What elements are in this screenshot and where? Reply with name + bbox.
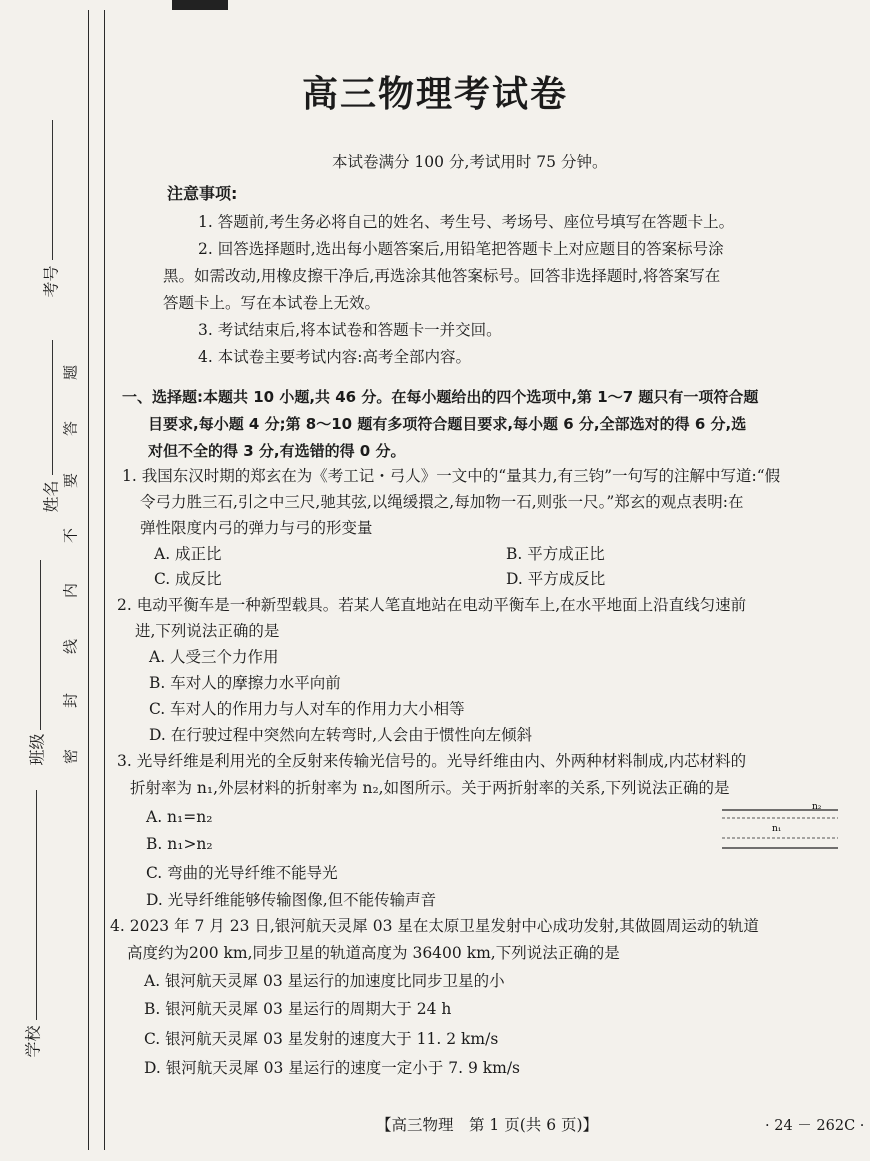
q4-option[interactable]: C. 银河航天灵犀 03 星发射的速度大于 11. 2 km/s xyxy=(144,1030,499,1048)
exam-title: 高三物理考试卷 xyxy=(301,74,568,115)
seal-char: 内 xyxy=(61,583,80,599)
notice-line: 1. 答题前,考生务必将自己的姓名、考生号、考场号、座位号填写在答题卡上。 xyxy=(198,213,735,231)
page-footer: 【高三物理 第 1 页(共 6 页)】 xyxy=(376,1116,599,1134)
q2-stem: 进,下列说法正确的是 xyxy=(135,622,280,640)
name-blank[interactable] xyxy=(52,340,53,475)
exam-no-blank[interactable] xyxy=(52,120,53,260)
seal-char: 密 xyxy=(61,749,80,765)
section-instruction: 一、选择题:本题共 10 小题,共 46 分。在每小题给出的四个选项中,第 1～7 题只有一项符合题 xyxy=(122,388,759,406)
q3-stem: 3. 光导纤维是利用光的全反射来传输光信号的。光导纤维由内、外两种材料制成,内芯材料的 xyxy=(117,752,747,770)
q1-option[interactable]: C. 成反比 xyxy=(154,570,222,588)
optical-fiber-figure xyxy=(722,798,838,854)
seal-char: 线 xyxy=(61,639,80,655)
class-label: 班级 xyxy=(27,733,47,766)
notice-line: 4. 本试卷主要考试内容:高考全部内容。 xyxy=(198,348,471,366)
notice-title: 注意事项: xyxy=(167,184,238,203)
q3-option[interactable]: C. 弯曲的光导纤维不能导光 xyxy=(146,864,338,882)
notice-line: 黑。如需改动,用橡皮擦干净后,再选涂其他答案标号。回答非选择题时,将答案写在 xyxy=(163,267,721,285)
notice-line: 2. 回答选择题时,选出每小题答案后,用铅笔把答题卡上对应题目的答案标号涂 xyxy=(198,240,724,258)
class-blank[interactable] xyxy=(40,560,41,730)
q3-stem: 折射率为 n₁,外层材料的折射率为 n₂,如图所示。关于两折射率的关系,下列说法正确的是 xyxy=(130,779,730,797)
q4-option[interactable]: D. 银河航天灵犀 03 星运行的速度一定小于 7. 9 km/s xyxy=(144,1059,521,1077)
q4-stem: 高度约为200 km,同步卫星的轨道高度为 36400 km,下列说法正确的是 xyxy=(127,944,620,962)
fiber-label-n1: n₁ xyxy=(772,824,782,834)
q2-option[interactable]: D. 在行驶过程中突然向左转弯时,人会由于惯性向左倾斜 xyxy=(149,726,533,744)
school-blank[interactable] xyxy=(36,790,37,1020)
q1-option[interactable]: A. 成正比 xyxy=(154,545,222,563)
seal-char: 不 xyxy=(61,528,80,544)
binding-line-outer xyxy=(88,10,89,1150)
section-instruction: 对但不全的得 3 分,有选错的得 0 分。 xyxy=(148,442,406,460)
q2-option[interactable]: A. 人受三个力作用 xyxy=(149,648,279,666)
q1-option[interactable]: D. 平方成反比 xyxy=(506,570,606,588)
exam-subtitle: 本试卷满分 100 分,考试用时 75 分钟。 xyxy=(332,153,608,171)
exam-no-label: 考号 xyxy=(41,265,61,298)
notice-line: 3. 考试结束后,将本试卷和答题卡一并交回。 xyxy=(198,321,502,339)
q4-option[interactable]: B. 银河航天灵犀 03 星运行的周期大于 24 h xyxy=(144,1000,452,1018)
seal-char: 封 xyxy=(61,693,80,709)
school-label: 学校 xyxy=(23,1025,43,1058)
q1-stem: 令弓力胜三石,引之中三尺,驰其弦,以绳缓擐之,每加物一石,则张一尺。”郑玄的观点表明:在 xyxy=(140,493,744,511)
q2-option[interactable]: C. 车对人的作用力与人对车的作用力大小相等 xyxy=(149,700,465,718)
q1-stem: 1. 我国东汉时期的郑玄在为《考工记・弓人》一文中的“量其力,有三钧”一句写的注解中写道:“假 xyxy=(122,467,781,485)
section-instruction: 目要求,每小题 4 分;第 8～10 题有多项符合题目要求,每小题 6 分,全部选对的得 6 分,选 xyxy=(148,415,747,433)
paper-code: · 24 － 262C · xyxy=(765,1118,865,1134)
seal-char: 答 xyxy=(61,421,80,437)
q4-option[interactable]: A. 银河航天灵犀 03 星运行的加速度比同步卫星的小 xyxy=(144,972,505,990)
q4-stem: 4. 2023 年 7 月 23 日,银河航天灵犀 03 星在太原卫星发射中心成功发射,其做圆周运动的轨道 xyxy=(110,917,759,935)
scan-mark xyxy=(172,0,228,10)
name-label: 姓名 xyxy=(41,480,61,513)
q1-option[interactable]: B. 平方成正比 xyxy=(506,545,605,563)
binding-line-inner xyxy=(104,10,105,1150)
q2-stem: 2. 电动平衡车是一种新型载具。若某人笔直地站在电动平衡车上,在水平地面上沿直线匀速前 xyxy=(117,596,747,614)
q3-option[interactable]: A. n₁=n₂ xyxy=(146,808,213,826)
q1-stem: 弹性限度内弓的弹力与弓的形变量 xyxy=(140,519,373,537)
q2-option[interactable]: B. 车对人的摩擦力水平向前 xyxy=(149,674,341,692)
seal-char: 题 xyxy=(61,365,80,381)
fiber-label-n2: n₂ xyxy=(812,802,822,812)
q3-option[interactable]: D. 光导纤维能够传输图像,但不能传输声音 xyxy=(146,891,437,909)
seal-char: 要 xyxy=(61,473,80,489)
q3-option[interactable]: B. n₁>n₂ xyxy=(146,835,213,853)
notice-line: 答题卡上。写在本试卷上无效。 xyxy=(163,294,381,312)
